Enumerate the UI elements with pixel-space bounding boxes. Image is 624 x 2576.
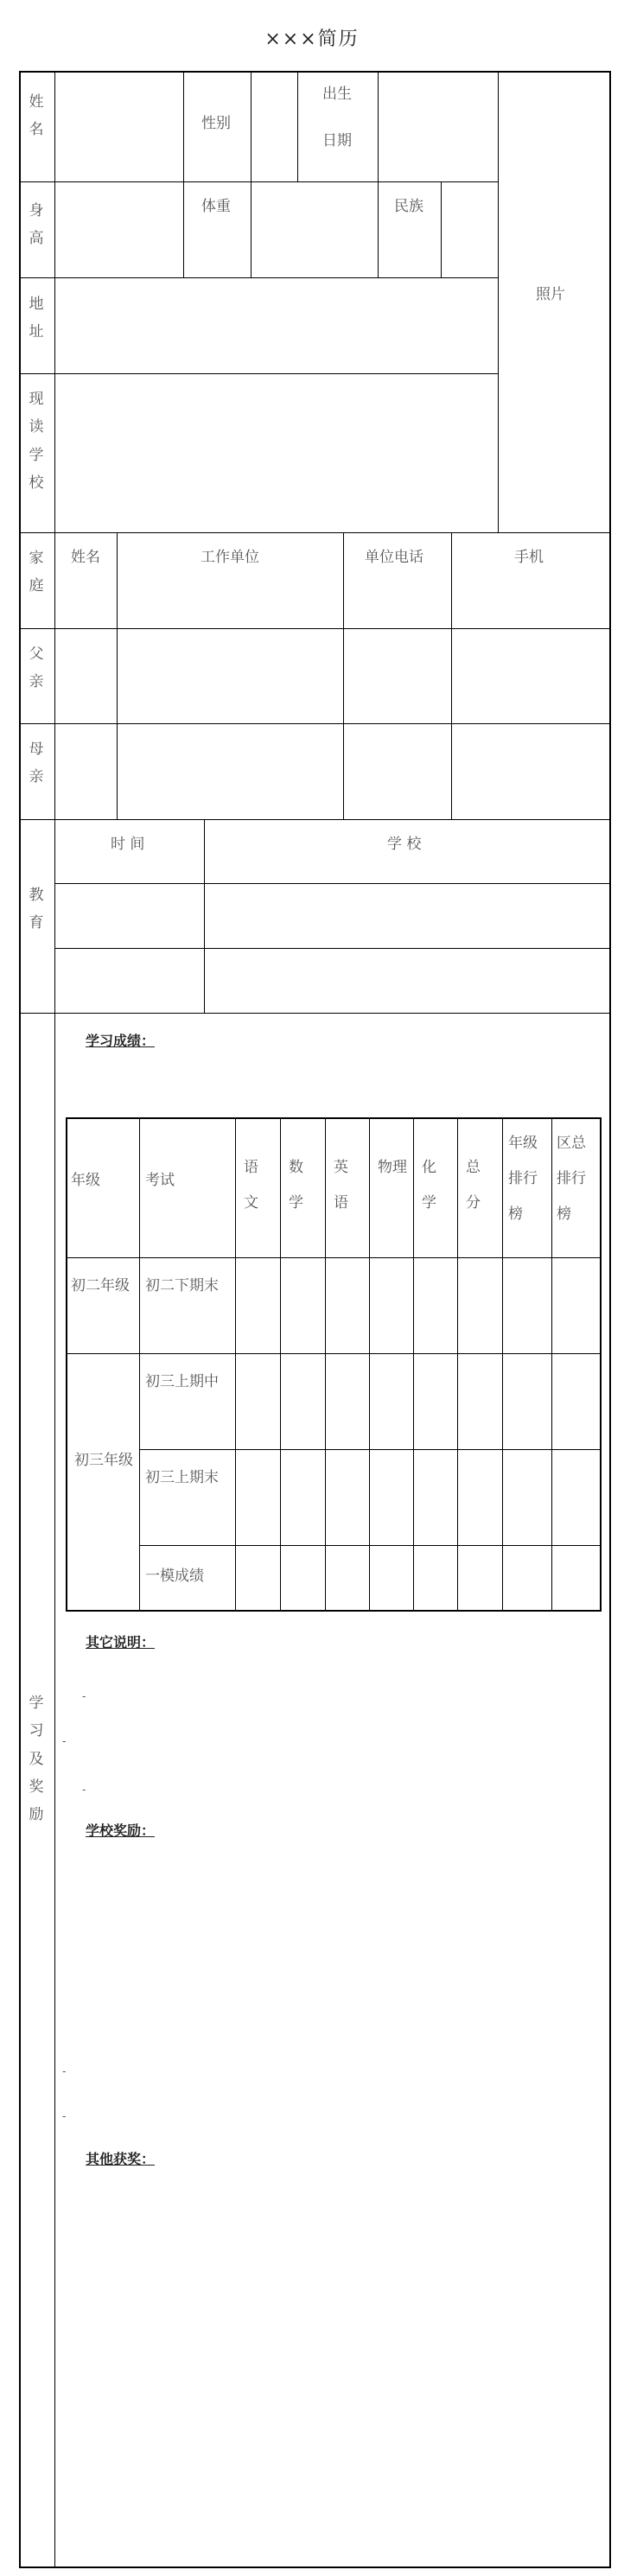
school-label: 现读学校 [29,391,44,492]
table-col-divider [235,1117,236,1612]
row-divider [54,883,611,884]
other-awards-heading: 其他获奖： [86,2151,156,2167]
table-header-chinese: 语文 [244,1159,258,1212]
text-mark: - [82,1690,86,1703]
table-col-divider [457,1117,458,1612]
gender-label: 性别 [201,115,231,132]
table-border [66,1610,602,1612]
text-mark: - [62,2065,67,2078]
family-header-name: 姓名 [71,549,100,566]
table-header-math: 数学 [289,1159,303,1212]
father-label: 父亲 [29,646,44,691]
table-col-divider [551,1117,552,1612]
col-divider [183,71,184,277]
table-header-district-rank: 区总排行榜 [557,1135,586,1223]
col-divider [378,71,379,277]
col-divider [297,71,298,181]
table-col-divider [139,1117,140,1612]
row-divider [19,373,499,374]
table-header-exam: 考试 [145,1172,175,1189]
table-row-divider [66,1257,602,1258]
table-cell-exam: 一模成绩 [145,1568,204,1585]
table-col-divider [280,1117,281,1612]
education-label: 教育 [29,887,44,932]
table-row-divider [139,1545,602,1546]
page-title: ×××简历 [264,29,360,50]
col-divider [343,532,344,819]
table-row-divider [139,1449,602,1450]
table-border [600,1117,602,1612]
mother-label: 母亲 [29,741,44,786]
table-col-divider [325,1117,326,1612]
photo-label: 照片 [536,286,565,303]
name-label: 姓名 [29,93,44,139]
table-cell-exam: 初二下期末 [145,1277,219,1294]
table-border [66,1117,602,1119]
weight-label: 体重 [201,198,231,215]
ethnicity-label: 民族 [394,198,423,215]
height-label: 身高 [29,202,44,248]
table-header-grade: 年级 [71,1172,100,1189]
row-divider [19,181,499,182]
row-divider [19,277,499,278]
text-mark: - [82,1784,86,1797]
table-border [66,1117,67,1612]
other-notes-heading: 其它说明： [86,1634,156,1651]
table-cell-grade: 初三年级 [74,1452,133,1469]
birth-label-line2: 日期 [322,132,352,149]
table-col-divider [369,1117,370,1612]
table-cell-grade: 初二年级 [71,1277,130,1294]
grades-table [66,1117,602,1612]
row-divider [19,819,611,820]
col-divider [117,532,118,819]
birth-label-line1: 出生 [322,86,352,103]
table-cell-exam: 初三上期中 [145,1373,219,1390]
table-header-physics: 物理 [378,1159,407,1176]
col-divider [441,181,442,277]
school-awards-heading: 学校奖励： [86,1822,156,1839]
row-divider [19,723,611,724]
col-divider [204,819,205,1013]
table-header-english: 英语 [334,1159,348,1212]
table-col-divider [502,1117,503,1612]
table-header-total: 总分 [466,1159,481,1212]
family-label: 家庭 [29,550,44,595]
table-cell-exam: 初三上期末 [145,1469,219,1486]
address-label: 地址 [29,296,44,341]
table-row-divider [66,1353,602,1354]
family-header-phone: 单位电话 [365,549,423,566]
education-header-school: 学 校 [387,836,422,853]
table-header-grade-rank: 年级排行榜 [508,1135,538,1223]
family-header-employer: 工作单位 [201,549,259,566]
row-divider [19,1013,611,1014]
study-awards-label: 学习及奖励 [29,1695,44,1824]
col-divider [251,71,252,277]
text-mark: - [62,2110,67,2123]
education-header-time: 时 间 [111,836,145,853]
family-header-mobile: 手机 [514,549,544,566]
text-mark: - [62,1735,67,1748]
row-divider [19,628,611,629]
table-header-chemistry: 化学 [422,1159,436,1212]
col-divider [54,71,55,2568]
col-divider [498,71,499,532]
grades-heading: 学习成绩： [86,1033,156,1049]
table-col-divider [413,1117,414,1612]
row-divider [54,948,611,949]
col-divider [451,532,452,819]
row-divider [19,532,611,533]
